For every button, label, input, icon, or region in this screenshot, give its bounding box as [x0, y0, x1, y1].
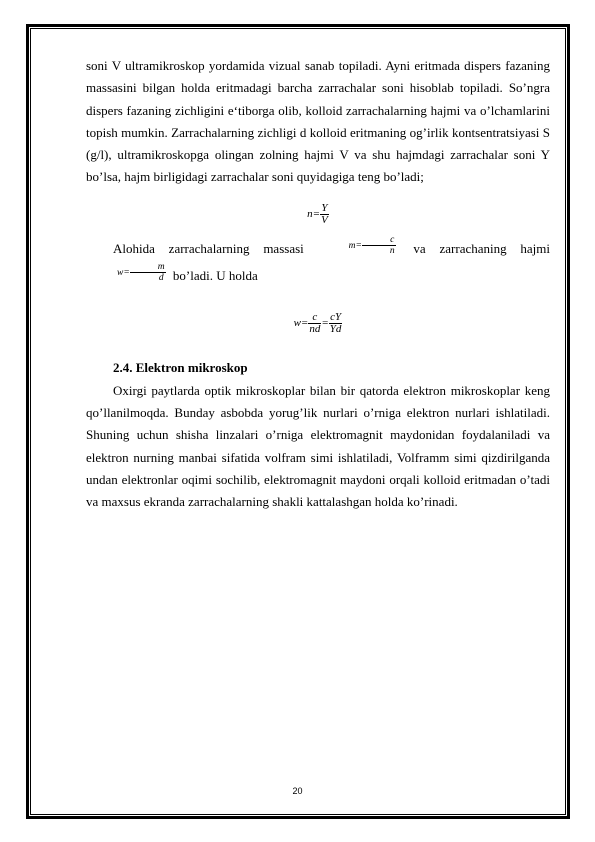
paragraph-2-part2: va zarrachaning hajmi: [413, 240, 551, 256]
formula-volume-denominator: d: [158, 273, 164, 284]
formula-w-numerator-2: cY: [330, 311, 342, 324]
paragraph-2-part1: Alohida zarrachalarning massasi: [113, 240, 304, 256]
page-number: 20: [292, 786, 303, 796]
formula-w-denominator-2: Yd: [329, 323, 342, 336]
formula-volume: [90, 262, 166, 284]
section-heading: 2.4. Elektron mikroskop: [113, 360, 248, 376]
formula-w-fraction-1: [308, 312, 321, 335]
formula-volume-fraction: [130, 262, 166, 283]
formula-volume-numerator: m: [130, 262, 166, 273]
formula-volume-lhs: w=: [117, 268, 130, 279]
formula-n-fraction: [320, 203, 329, 226]
paragraph-1: soni V ultramikroskop yordamida vizual sanab topiladi. Ayni eritmada dispers fazaning massasini bilgan holda eritmadagi barcha zarrachalar soni hisoblab topiladi. So’ngra dispers fazaning zichligini e‘tiborga olib, kolloid zarrachalarning hajmi va o’lchamlarini topish mumkin. Zarrachalarning zichligi d kolloid eritmaning og’irlik kontsentratsiyasi S (g/l), ultramikroskopga olingan zolning hajmi V va shu hajmdagi zarrachalar soni Y bo’lsa, hajm birligidagi zarrachalar soni quyidagiga teng bo’ladi;: [86, 58, 550, 185]
page-content: [86, 55, 550, 513]
formula-n-denominator: V: [321, 213, 328, 226]
formula-w-fraction-2: [329, 312, 343, 335]
formula-mass-numerator: c: [362, 235, 396, 246]
formula-mass-denominator: n: [389, 246, 395, 257]
formula-mass: [322, 235, 396, 257]
paragraph-2: [86, 235, 551, 293]
paragraph-3: Oxirgi paytlarda optik mikroskoplar bilan bir qatorda elektron mikroskoplar keng qo’llanilmoqda. Bunday asbobda yorug’lik nurlari o’rniga elektron nurlari ishlatiladi. Shuning uchun shisha linzalari o’rniga elektromagnit maydonidan foydalaniladi va elektron nurning manbai sifatida volfram simi ishlatiladi, Volframm simi qizdirilganda undan elektronlar oqimi sochilib, elektromagnit maydoni orqali kolloid eritmadan o’tadi va maxsus ekranda zarrachalarning shakli kattalashgan holda ko’rinadi.: [86, 382, 550, 510]
formula-w-equals: =: [321, 317, 329, 330]
formula-mass-fraction: [362, 235, 396, 256]
formula-w-lhs: w=: [293, 317, 309, 330]
formula-w-denominator-1: nd: [309, 323, 321, 336]
paragraph-2-part3: bo’ladi. U holda: [172, 268, 258, 284]
formula-mass-lhs: m=: [348, 240, 362, 251]
formula-n-lhs: n=: [307, 207, 321, 220]
formula-n: [86, 203, 550, 226]
formula-n-numerator: Y: [321, 201, 328, 214]
formula-w-numerator-1: c: [308, 312, 321, 324]
formula-w: [86, 312, 550, 335]
